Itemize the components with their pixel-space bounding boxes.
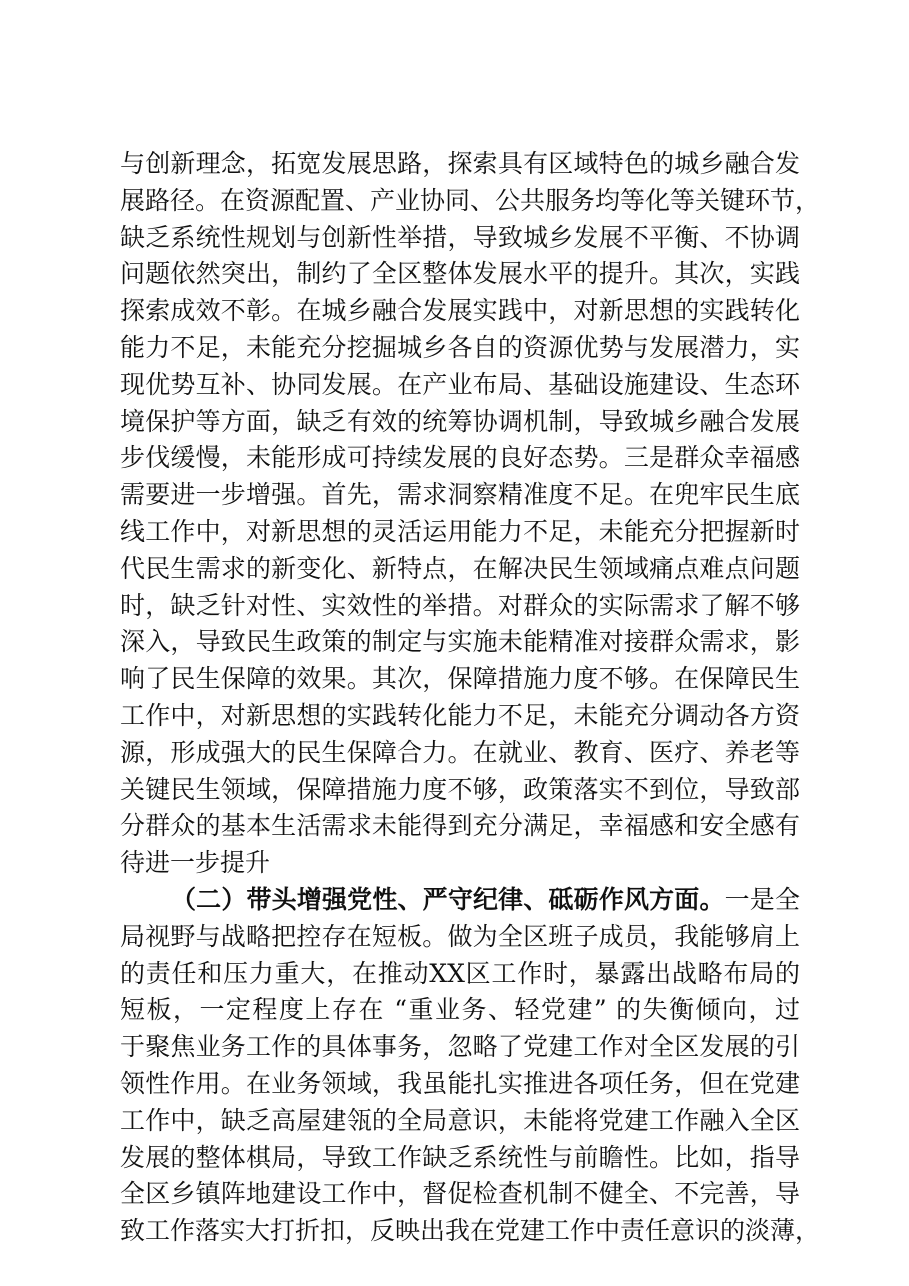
text-line: 源，形成强大的民生保障合力。在就业、教育、医疗、养老等 [120, 737, 800, 767]
text-line: 与创新理念，拓宽发展思路，探索具有区域特色的城乡融合发 [120, 149, 800, 178]
text-line: 工作中，对新思想的实践转化能力不足，未能充分调动各方资 [120, 700, 800, 730]
text-line: 领性作用。在业务领域，我虽能扎实推进各项任务，但在党建 [120, 1068, 800, 1098]
text-line: 探索成效不彰。在城乡融合发展实践中，对新思想的实践转化 [120, 296, 800, 326]
text-line: 深入，导致民生政策的制定与实施未能精准对接群众需求，影 [120, 627, 800, 657]
text-line: 代民生需求的新变化、新特点，在解决民生领域痛点难点问题 [120, 553, 800, 583]
text-line: 能力不足，未能充分挖掘城乡各自的资源优势与发展潜力，实 [120, 332, 800, 362]
text-line: 现优势互补、协同发展。在产业布局、基础设施建设、生态环 [120, 369, 800, 399]
text-line: 需要进一步增强。首先，需求洞察精准度不足。在兜牢民生底 [120, 480, 800, 510]
text-line: 缺乏系统性规划与创新性举措，导致城乡发展不平衡、不协调 [120, 222, 800, 252]
section-heading: （二）带头增强党性、严守纪律、砥砺作风方面。 [171, 884, 725, 914]
text-line: 待进一步提升 [120, 848, 271, 878]
text-line: 分群众的基本生活需求未能得到充分满足，幸福感和安全感有 [120, 811, 800, 841]
section-heading-continuation: 一是全 [724, 884, 800, 914]
text-line: 响了民生保障的效果。其次，保障措施力度不够。在保障民生 [120, 664, 800, 694]
text-line: 的责任和压力重大，在推动XX区工作时，暴露出战略布局的 [120, 958, 800, 988]
text-line: 于聚焦业务工作的具体事务，忽略了党建工作对全区发展的引 [120, 1032, 800, 1062]
text-line: 线工作中，对新思想的灵活运用能力不足，未能充分把握新时 [120, 516, 800, 546]
text-line: 短板，一定程度上存在 “重业务、轻党建” 的失衡倾向，过 [120, 995, 800, 1025]
text-line: 发展的整体棋局，导致工作缺乏系统性与前瞻性。比如，指导 [120, 1142, 800, 1172]
body-text [120, 146, 821, 1250]
text-line: 步伐缓慢，未能形成可持续发展的良好态势。三是群众幸福感 [120, 443, 800, 473]
text-line: 问题依然突出，制约了全区整体发展水平的提升。其次，实践 [120, 259, 800, 289]
section-heading-line [120, 882, 800, 919]
text-line: 关键民生领域，保障措施力度不够，政策落实不到位，导致部 [120, 774, 800, 804]
text-line: 境保护等方面，缺乏有效的统筹协调机制，导致城乡融合发展 [120, 406, 800, 436]
text-line: 工作中，缺乏高屋建瓴的全局意识，未能将党建工作融入全区 [120, 1105, 800, 1135]
text-line: 全区乡镇阵地建设工作中，督促检查机制不健全、不完善，导 [120, 1179, 800, 1209]
text-line: 时，缺乏针对性、实效性的举措。对群众的实际需求了解不够 [120, 590, 800, 620]
text-line: 致工作落实大打折扣，反映出我在党建工作中责任意识的淡薄， [120, 1216, 821, 1246]
text-line: 局视野与战略把控存在短板。做为全区班子成员，我能够肩上 [120, 921, 800, 951]
text-line: 展路径。在资源配置、产业协同、公共服务均等化等关键环节， [120, 185, 821, 215]
